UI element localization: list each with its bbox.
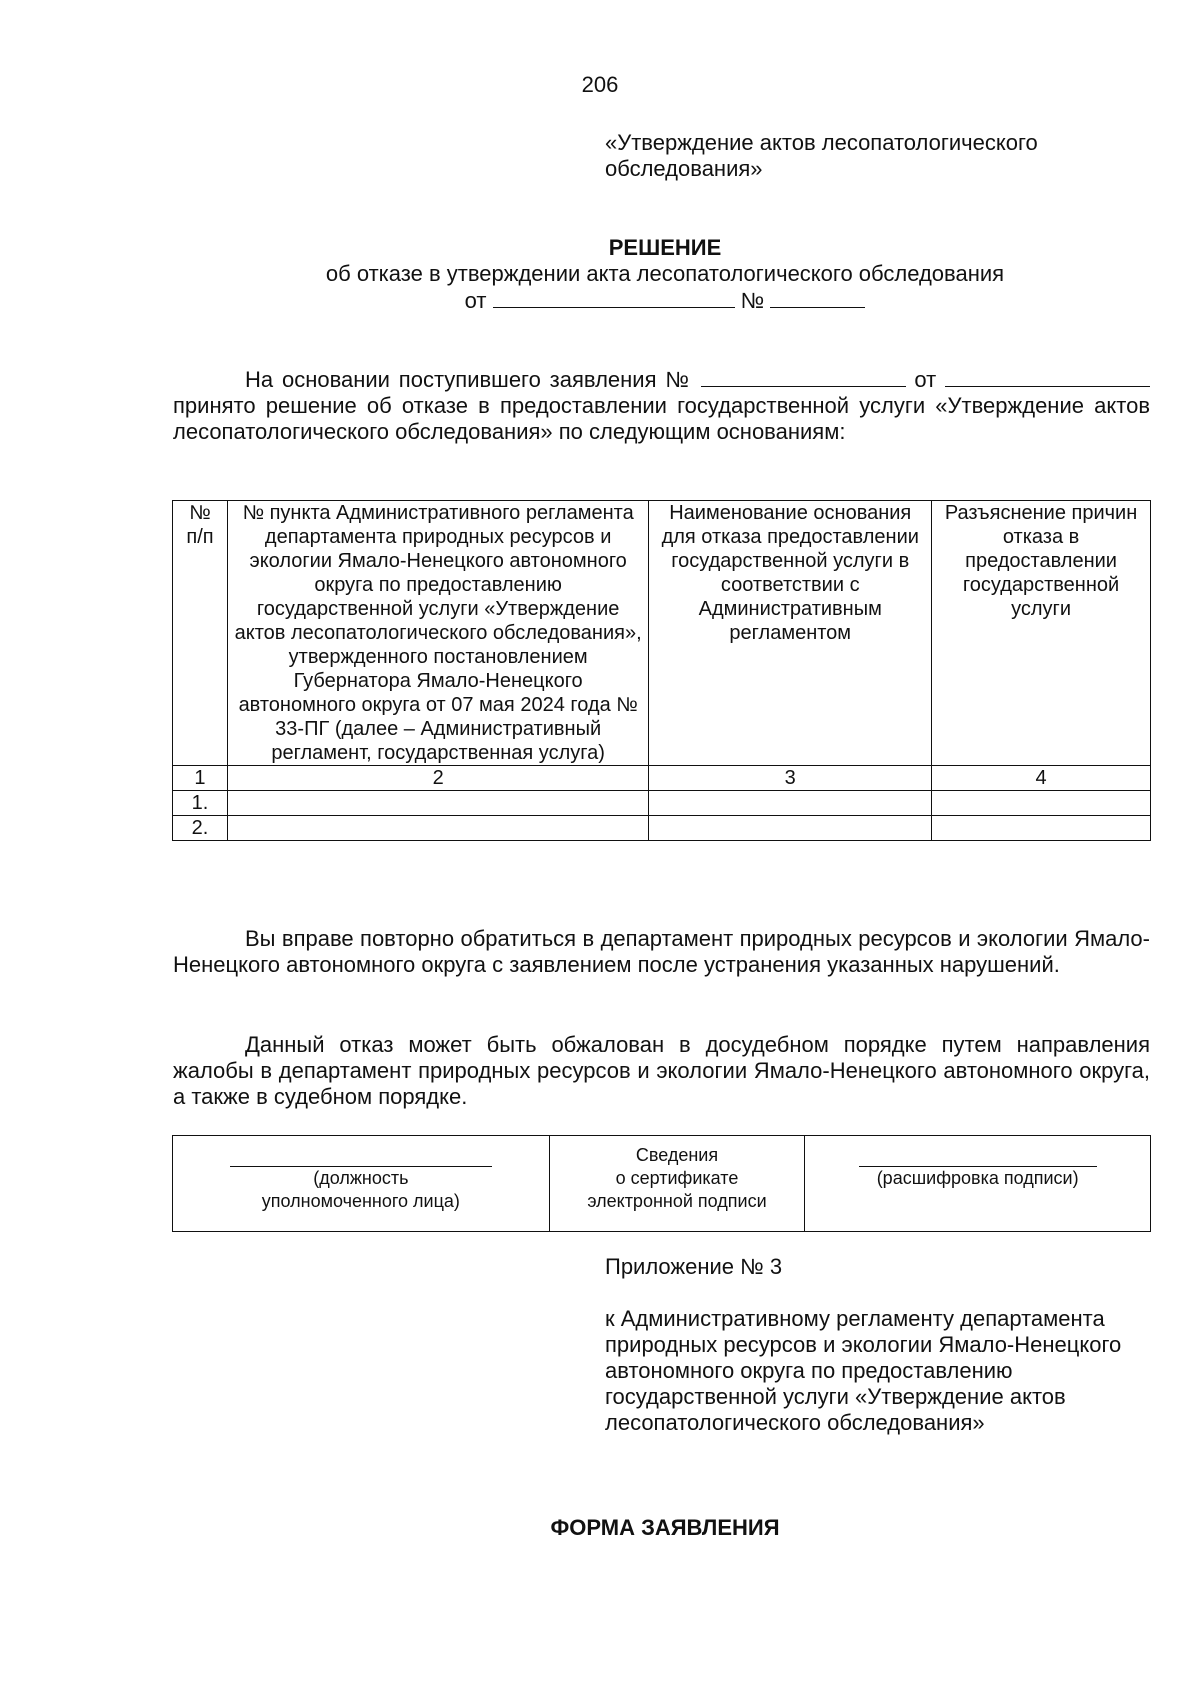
intro-paragraph (173, 366, 1150, 445)
appendix-text: к Административному регламенту департамента природных ресурсов и экологии Ямало-Ненецкого автономного округа по предоставлению государственной услуги «Утверждение актов лесопатологического обследования» (605, 1306, 1122, 1435)
appeal-paragraph: Данный отказ может быть обжалован в досудебном порядке путем направления жалобы в департамент природных ресурсов и экологии Ямало-Ненецкого автономного округа, а также в судебном порядке. (173, 1032, 1150, 1109)
column-number: 4 (932, 766, 1151, 791)
table-row (173, 791, 1151, 816)
date-blank (493, 287, 735, 308)
application-number-blank (701, 366, 906, 387)
table-cell (227, 791, 648, 816)
form-title: ФОРМА ЗАЯВЛЕНИЯ (550, 1515, 780, 1540)
grounds-table (172, 500, 1151, 841)
table-cell: 2. (173, 816, 228, 841)
certificate-line-3: электронной подписи (587, 1191, 767, 1211)
header-cell: Наименование основания для отказа предоставлении государственной услуги в соответствии с Административным регламентом (649, 501, 932, 766)
position-caption-2: уполномоченного лица) (261, 1191, 460, 1211)
application-date-blank (945, 366, 1150, 387)
table-cell (227, 816, 648, 841)
decode-caption: (расшифровка подписи) (876, 1168, 1079, 1188)
header-block (605, 130, 1125, 182)
certificate-line-2: о сертификате (615, 1168, 739, 1188)
table-cell (649, 791, 932, 816)
header-line-1: «Утверждение актов лесопатологического (605, 130, 1038, 155)
header-cell: № пункта Административного регламента департамента природных ресурсов и экологии Ямало-Ненецкого автономного округа по предоставлению государственной услуги «Утверждение актов лесопатологического обследования», утвержденного постановлением Губернатора Ямало-Ненецкого автономного округа от 07 мая 2024 года № 33-ПГ (далее – Административный регламент, государственная услуга) (227, 501, 648, 766)
table-cell (649, 816, 932, 841)
from-label: от (464, 288, 487, 313)
document-title: РЕШЕНИЕ (608, 235, 722, 260)
position-cell (173, 1136, 550, 1232)
appendix-block (605, 1254, 1165, 1436)
number-blank (770, 287, 865, 308)
header-cell: Разъяснение причин отказа в предоставлении государственной услуги (932, 501, 1151, 766)
column-number-row (173, 766, 1151, 791)
intro-part-3: принято решение об отказе в предоставлении государственной услуги «Утверждение актов лесопатологического обследования» по следующим основаниям: (173, 393, 1150, 444)
page-number: 206 (581, 72, 619, 97)
document-subtitle: об отказе в утверждении акта лесопатологического обследования (325, 261, 1005, 286)
decode-signature-line (859, 1144, 1097, 1167)
table-row (173, 816, 1151, 841)
certificate-cell (549, 1136, 805, 1232)
column-number: 2 (227, 766, 648, 791)
table-cell (932, 816, 1151, 841)
signature-row (173, 1136, 1151, 1232)
number-label: № (740, 288, 765, 313)
appendix-label: Приложение № 3 (605, 1254, 783, 1279)
header-line-2: обследования» (605, 156, 763, 181)
position-signature-line (230, 1144, 492, 1167)
title-block (0, 235, 1200, 314)
header-cell: № п/п (173, 501, 228, 766)
intro-part-1: На основании поступившего заявления № (245, 367, 692, 392)
date-number-line (0, 287, 1200, 314)
position-caption-1: (должность (313, 1168, 409, 1188)
repeat-paragraph: Вы вправе повторно обратиться в департамент природных ресурсов и экологии Ямало-Ненецкого автономного округа с заявлением после устранения указанных нарушений. (173, 926, 1150, 977)
column-number: 3 (649, 766, 932, 791)
decode-cell (805, 1136, 1151, 1232)
certificate-line-1: Сведения (635, 1145, 719, 1165)
table-cell (932, 791, 1151, 816)
table-header-row (173, 501, 1151, 766)
table-cell: 1. (173, 791, 228, 816)
column-number: 1 (173, 766, 228, 791)
intro-part-2: от (914, 367, 937, 392)
signature-table (172, 1135, 1151, 1232)
